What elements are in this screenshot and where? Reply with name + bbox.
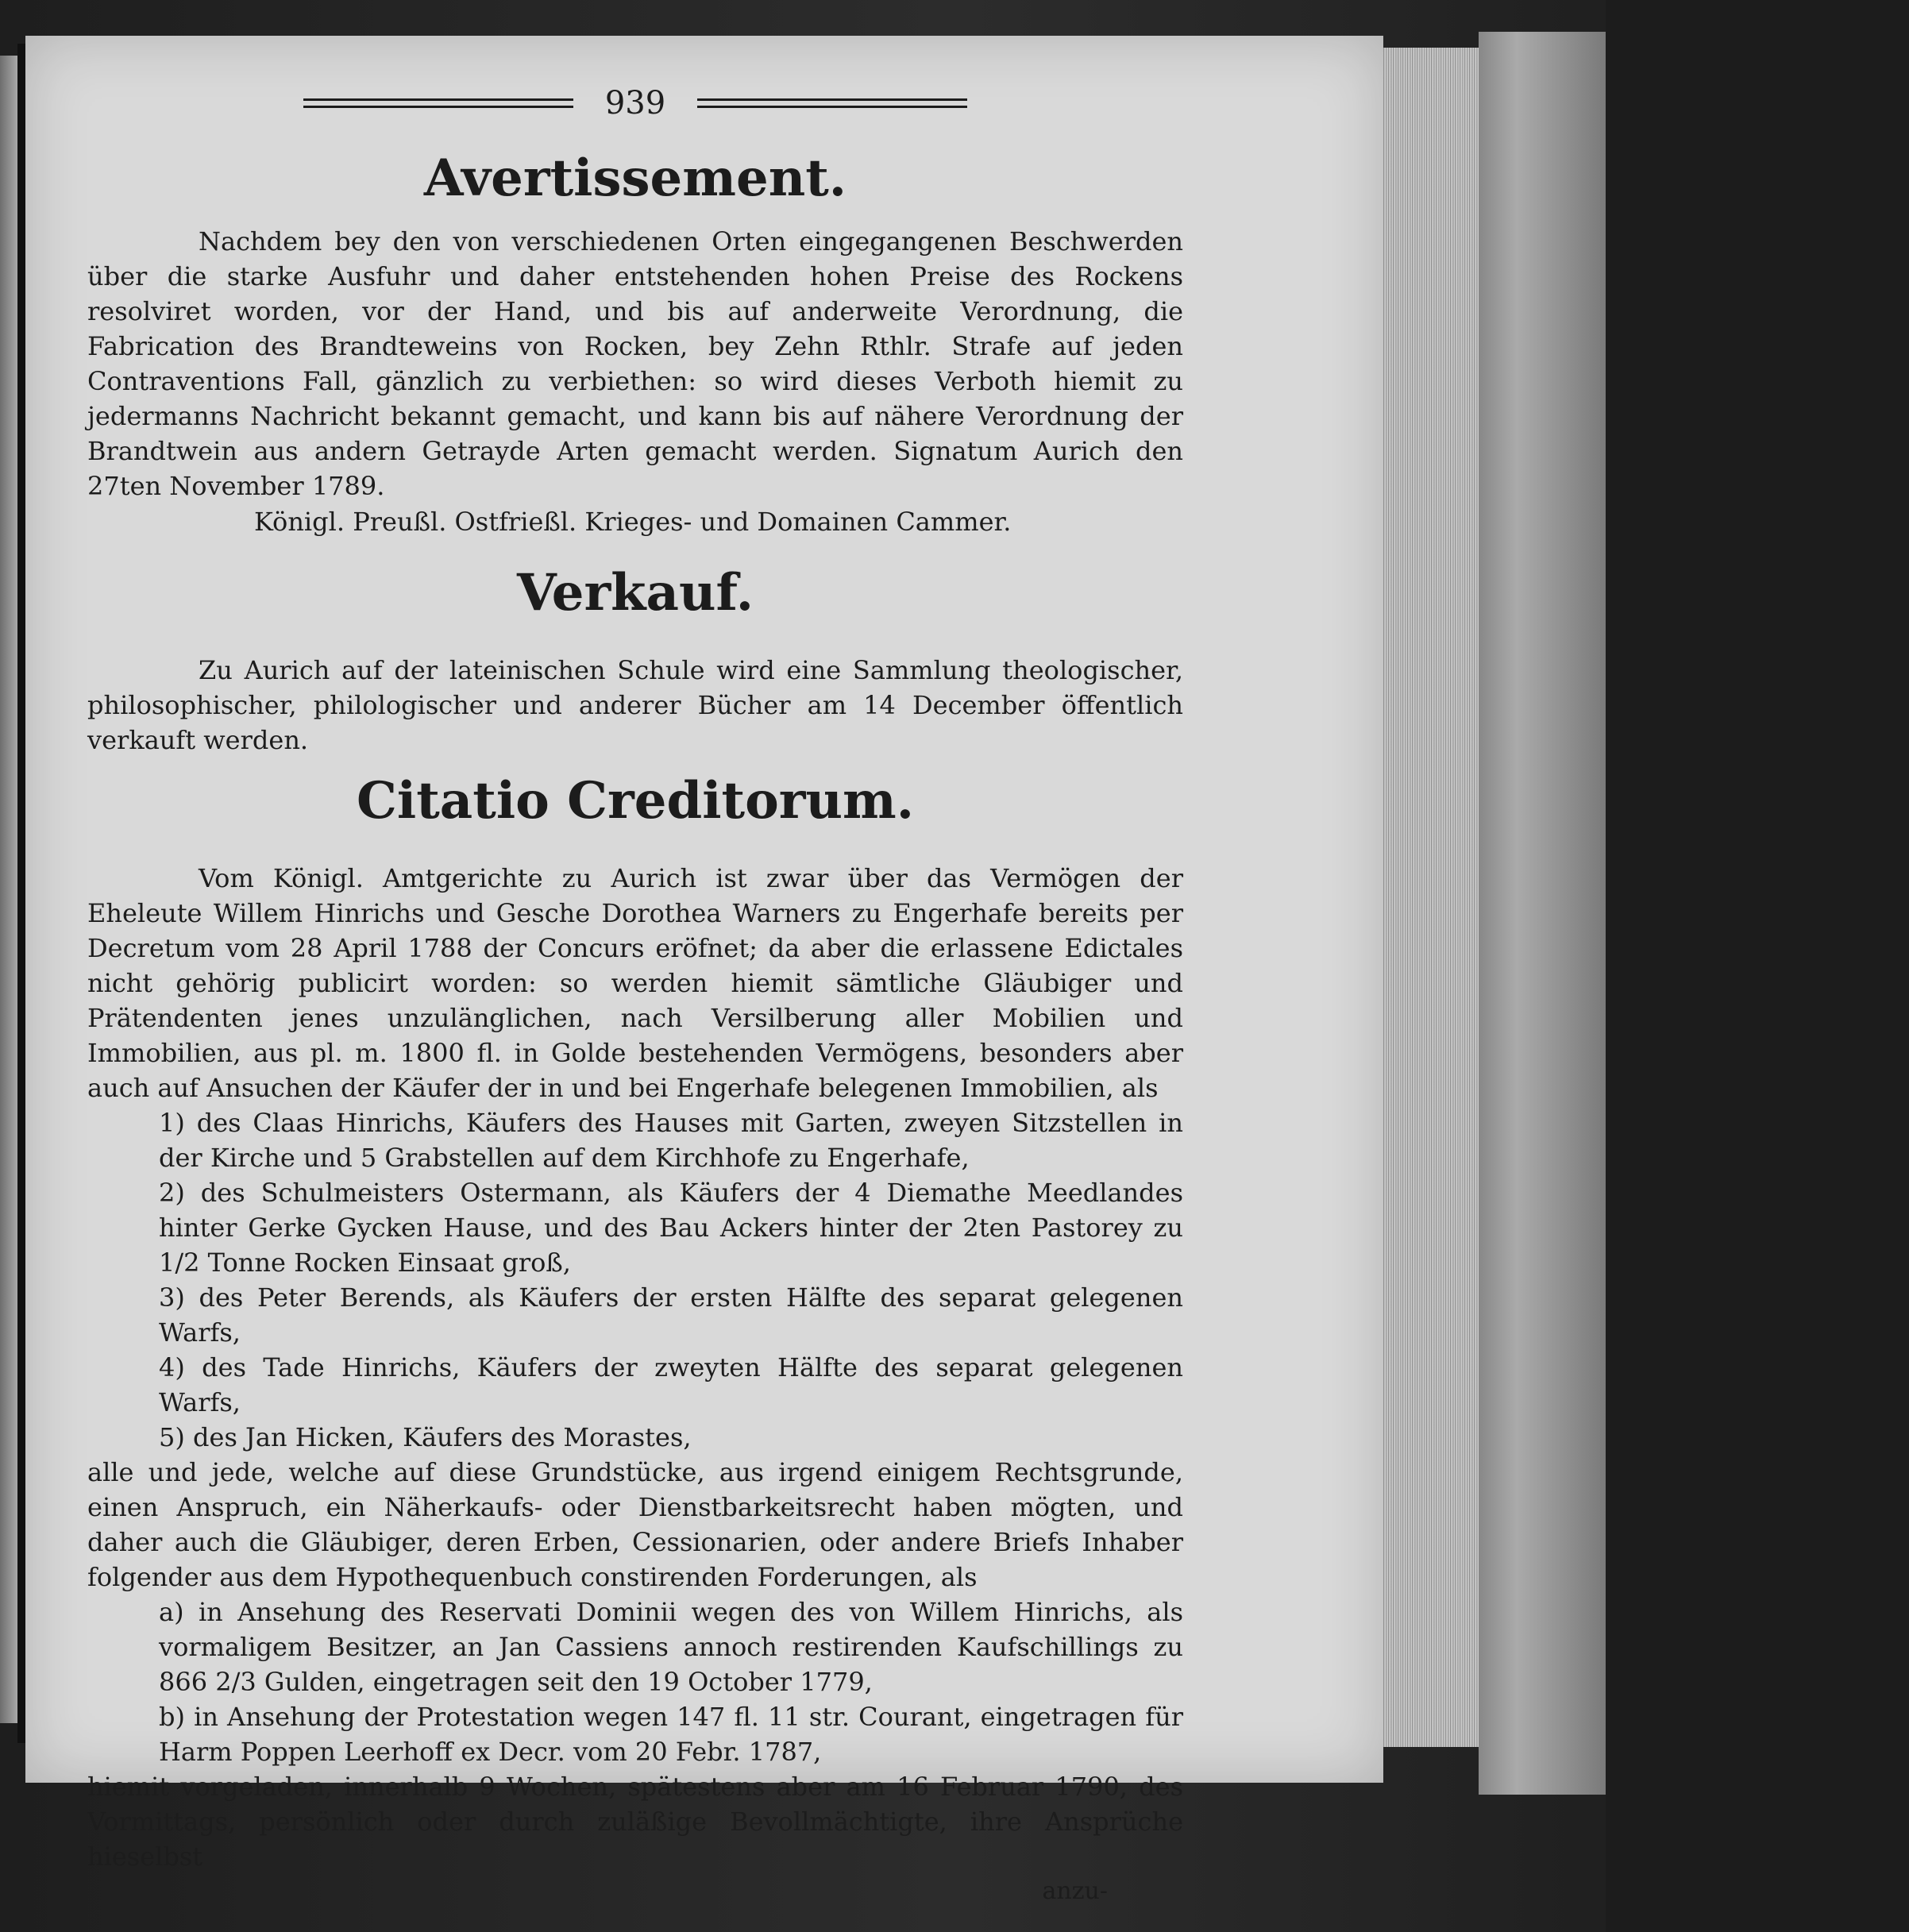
citatio-item-5: 5) des Jan Hicken, Käufers des Morastes,	[159, 1422, 692, 1452]
page-block-edges	[1383, 48, 1479, 1747]
citatio-subitem-b: b) in Ansehung der Protestation wegen 147 fl. 11 str. Courant, eingetragen für Harm Poppen Leerhoff ex Decr. vom 20 Febr. 1787,	[159, 1702, 1183, 1767]
page-content	[87, 71, 1183, 1909]
avertissement-body: Nachdem bey den von verschiedenen Orten eingegangenen Beschwerden über die starke Ausfuhr und daher entstehenden hohen Preise des Rockens resolviret worden, vor der Hand, und bis auf anderweite Verordnung, die Fabrication des Brandteweins von Rocken, bey Zehn Rthlr. Strafe auf jeden Contraventions Fall, gänzlich zu verbiethen: so wird dieses Verboth hiemit zu jedermanns Nachricht bekannt gemacht, und kann bis auf nähere Verordnung der Brandtwein aus andern Getrayde Arten gemacht werden. Signatum Aurich den 27ten November 1789.	[87, 226, 1183, 501]
citatio-intro: Vom Königl. Amtgerichte zu Aurich ist zwar über das Vermögen der Eheleute Willem Hinrichs und Gesche Dorothea Warners zu Engerhafe bereits per Decretum vom 28 April 1788 der Concurs eröfnet; da aber die erlassene Edictales nicht gehörig publicirt worden: so werden hiemit sämtliche Gläubiger und Prätendenten jenes unzulänglichen, nach Versilberung aller Mobilien und Immobilien, aus pl. m. 1800 fl. in Golde bestehenden Vermögens, besonders aber auch auf Ansuchen der Käufer der in und bei Engerhafe belegenen Immobilien, als	[87, 863, 1183, 1103]
citatio-closing: hiemit vorgeladen, innerhalb 9 Wochen, spätestens aber am 16 Februar 1790, des Vormittags, persönlich oder durch zuläßige Bevollmächtigte, ihre Ansprüche hieselbst	[87, 1772, 1183, 1872]
heading-citatio: Citatio Creditorum.	[356, 771, 915, 831]
header-rule-right	[697, 98, 967, 108]
page-number: 939	[604, 85, 666, 121]
book-gutter	[17, 44, 25, 1743]
citatio-item-2: 2) des Schulmeisters Ostermann, als Käufers der 4 Diemathe Meedlandes hinter Gerke Gycken Hause, und des Bau Ackers hinter der 2ten Pastorey zu 1/2 Tonne Rocken Einsaat groß,	[159, 1178, 1183, 1278]
book-cover-edge	[1479, 32, 1606, 1795]
header-rule-left	[303, 98, 573, 108]
heading-avertissement: Avertissement.	[423, 148, 847, 208]
background	[1606, 0, 1909, 1932]
citatio-item-3: 3) des Peter Berends, als Käufers der ersten Hälfte des separat gelegenen Warfs,	[159, 1282, 1183, 1348]
catchword: anzu-	[1042, 1877, 1108, 1905]
verkauf-body: Zu Aurich auf der lateinischen Schule wird eine Sammlung theologischer, philosophischer, philologischer und anderer Bücher am 14 December öffentlich verkauft werden.	[87, 655, 1183, 755]
citatio-item-4: 4) des Tade Hinrichs, Käufers der zweyten Hälfte des separat gelegenen Warfs,	[159, 1352, 1183, 1417]
left-page-edge	[0, 56, 17, 1723]
citatio-item-1: 1) des Claas Hinrichs, Käufers des Hauses mit Garten, zweyen Sitzstellen in der Kirche und 5 Grabstellen auf dem Kirchhofe zu Engerhafe,	[159, 1108, 1183, 1173]
citatio-subitem-a: a) in Ansehung des Reservati Dominii wegen des von Willem Hinrichs, als vormaligem Besitzer, an Jan Cassiens annoch restirenden Kaufschillings zu 866 2/3 Gulden, eingetragen seit den 19 October 1779,	[159, 1597, 1183, 1697]
avertissement-signature: Königl. Preußl. Ostfrießl. Krieges- und Domainen Cammer.	[254, 507, 1012, 537]
page-header	[87, 71, 1183, 135]
citatio-middle: alle und jede, welche auf diese Grundstücke, aus irgend einigem Rechtsgrunde, einen Anspruch, ein Näherkaufs- oder Dienstbarkeitsrecht haben mögten, und daher auch die Gläubiger, deren Erben, Cessionarien, oder andere Briefs Inhaber folgender aus dem Hypothequenbuch constirenden Forderungen, als	[87, 1457, 1183, 1592]
heading-verkauf: Verkauf.	[516, 563, 754, 623]
